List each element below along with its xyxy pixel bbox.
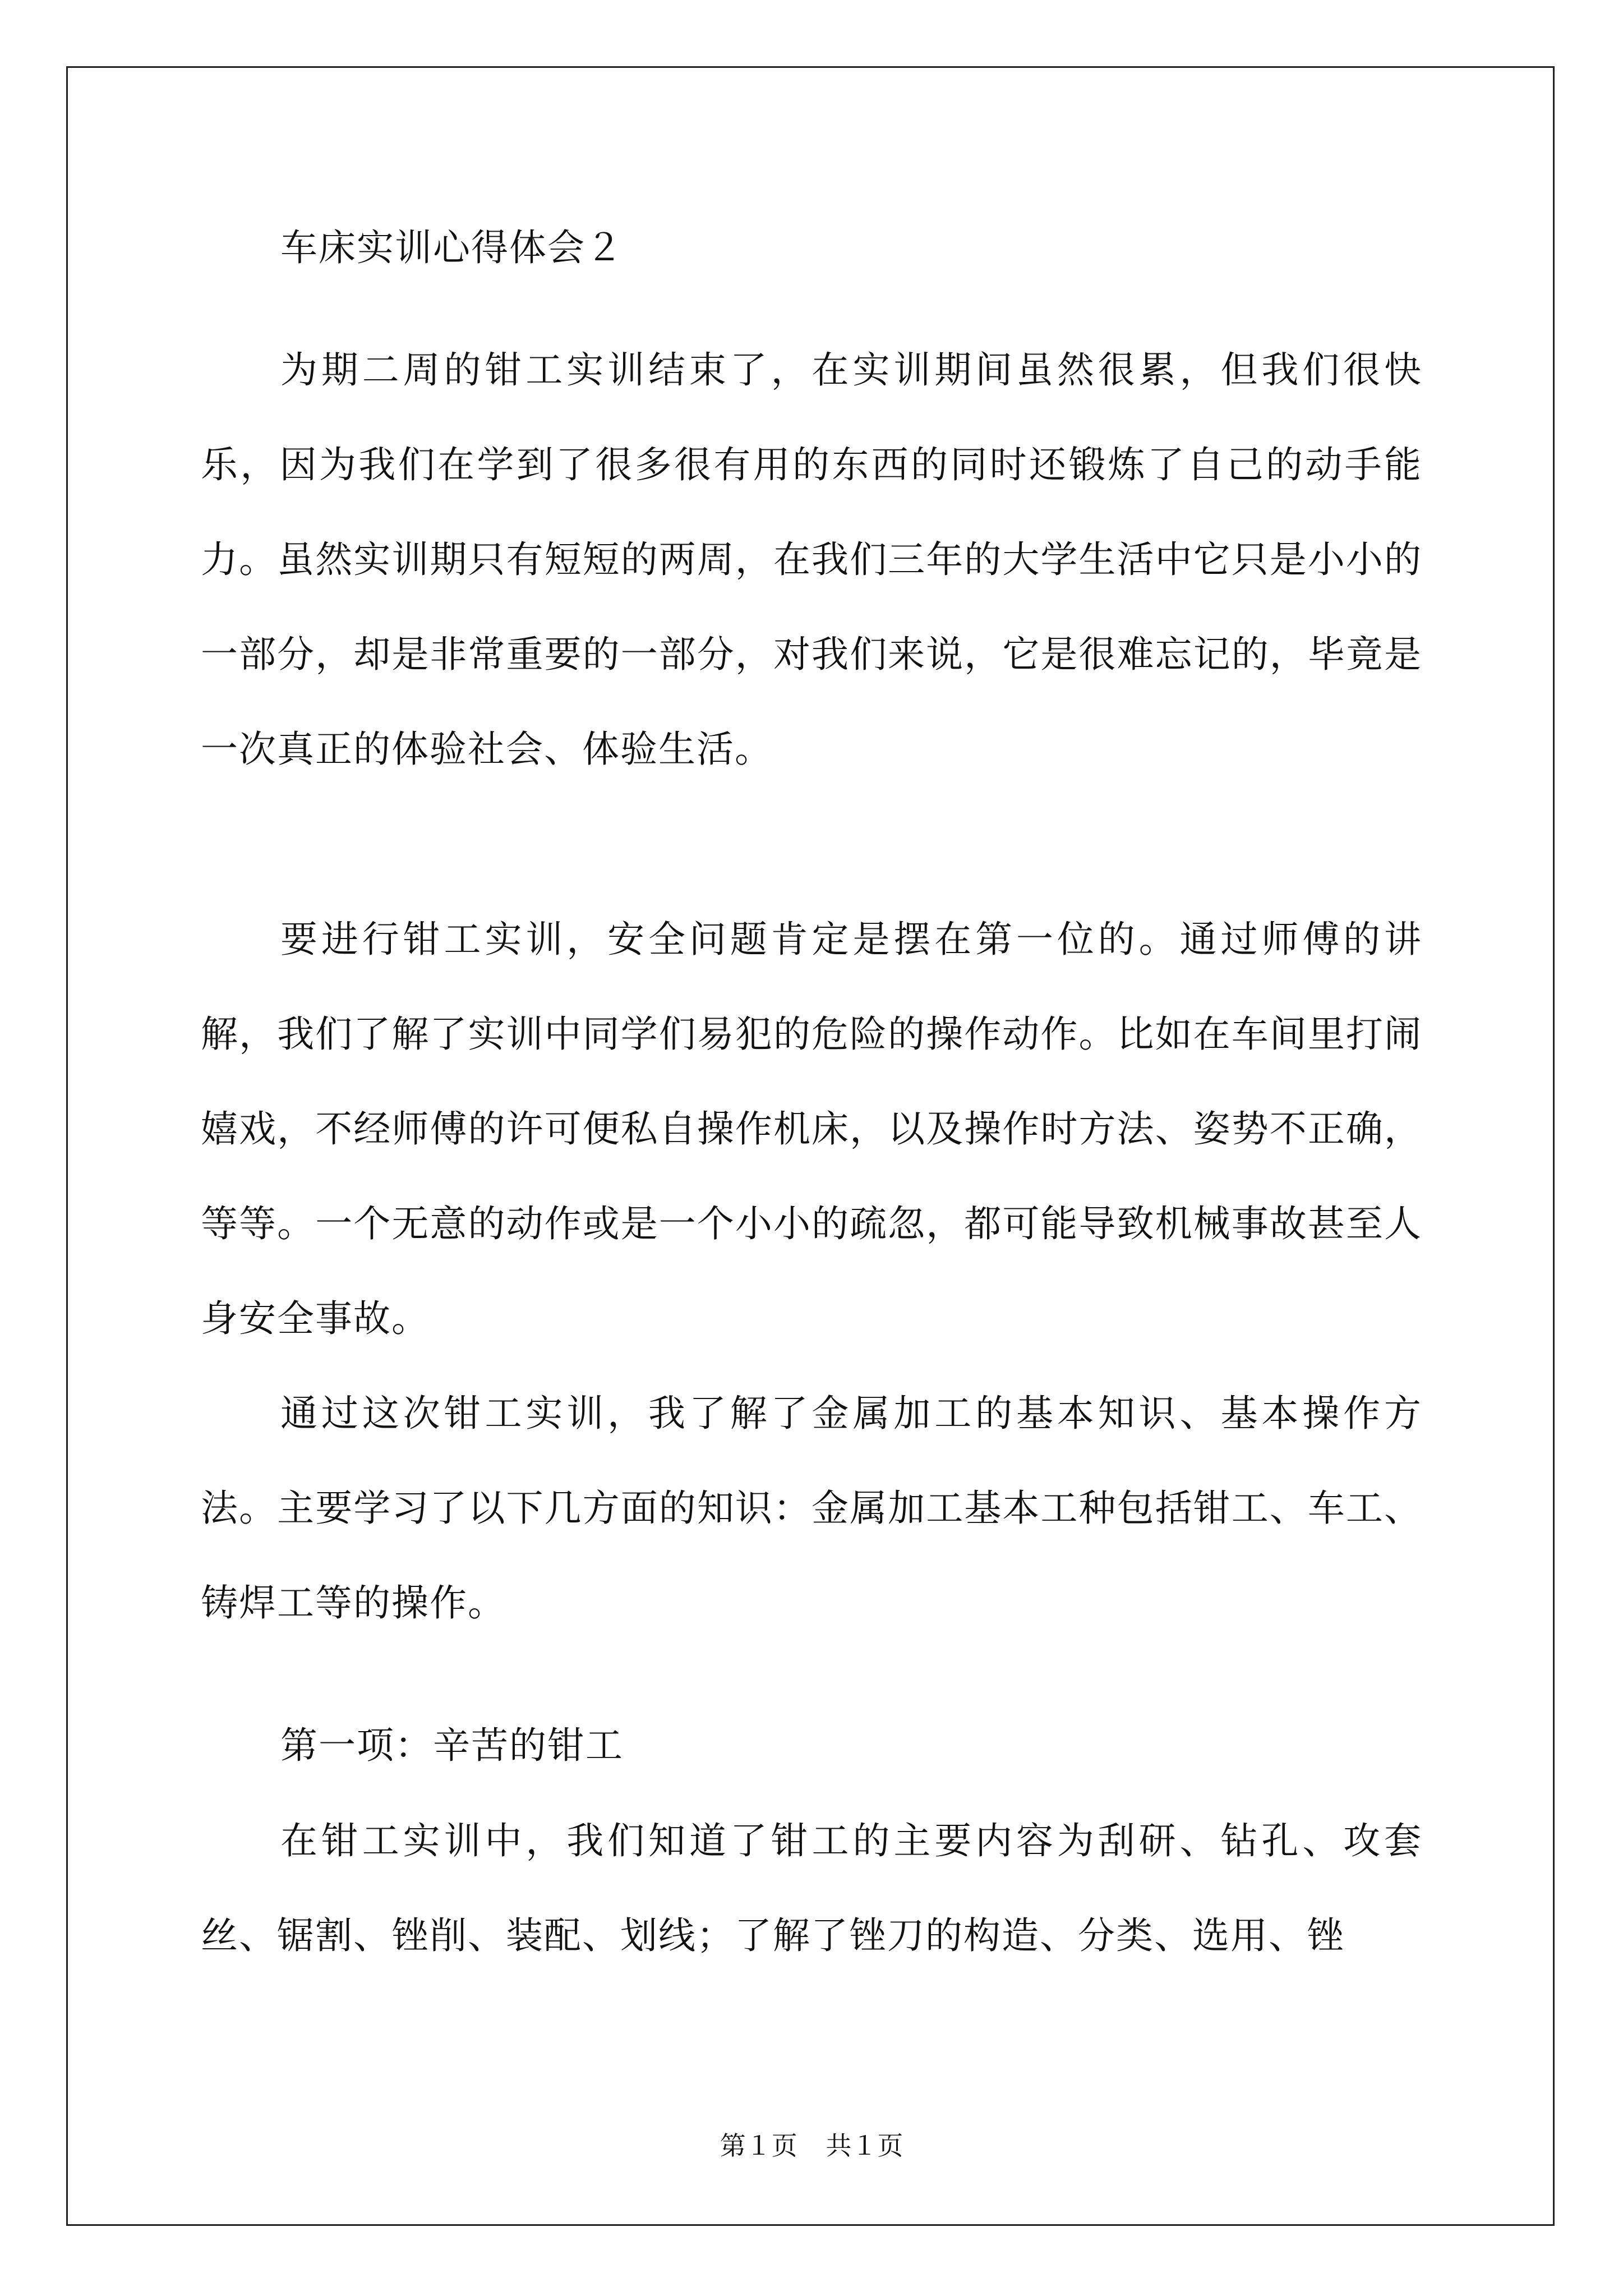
paragraph-1: 为期二周的钳工实训结束了，在实训期间虽然很累，但我们很快乐，因为我们在学到了很多很有用的东西的同时还锻炼了自己的动手能力。虽然实训期只有短短的两周，在我们三年的大学生活中它只是小小的一部分，却是非常重要的一部分，对我们来说，它是很难忘记的，毕竟是一次真正的体验社会、体验生活。: [201, 348, 1422, 771]
section-heading: 第一项：辛苦的钳工: [280, 1724, 624, 1767]
page-footer: [0, 2129, 1623, 2162]
paragraph-3: 通过这次钳工实训，我了解了金属加工的基本知识、基本操作方法。主要学习了以下几方面的知识：金属加工基本工种包括钳工、车工、铸焊工等的操作。: [201, 1392, 1422, 1625]
paragraph-2: 要进行钳工实训，安全问题肯定是摆在第一位的。通过师傅的讲解，我们了解了实训中同学们易犯的危险的操作动作。比如在车间里打闹嬉戏，不经师傅的许可便私自操作机床，以及操作时方法、姿势不正确，等等。一个无意的动作或是一个小小的疏忽，都可能导致机械事故甚至人身安全事故。: [201, 918, 1422, 1340]
page-number: 第１页: [720, 2131, 797, 2161]
page-total: 共１页: [826, 2131, 903, 2161]
document-title: 车床实训心得体会２: [280, 226, 624, 269]
paragraph-4: 在钳工实训中，我们知道了钳工的主要内容为刮研、钻孔、攻套丝、锯割、锉削、装配、划线；了解了锉刀的构造、分类、选用、锉: [201, 1819, 1422, 1957]
